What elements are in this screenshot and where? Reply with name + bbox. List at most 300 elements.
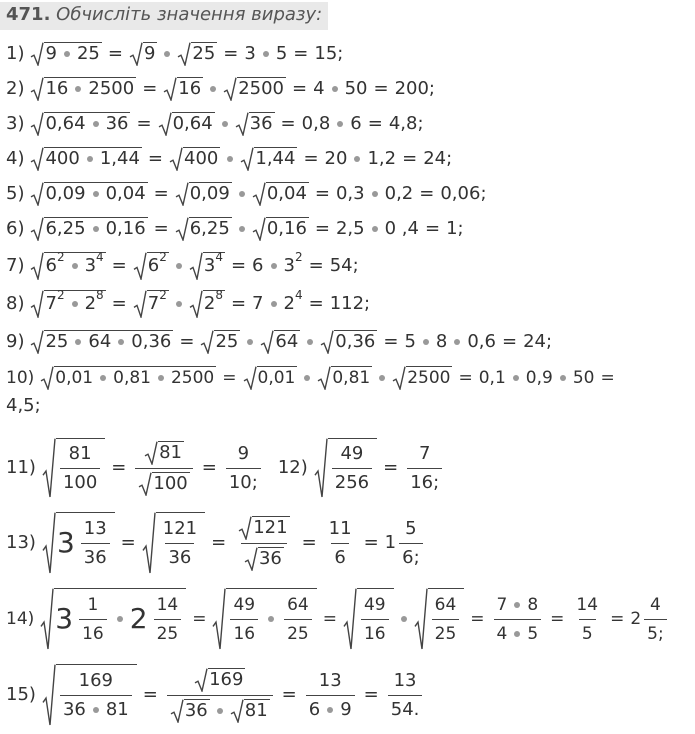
power [148,290,167,318]
multiply-dot [118,339,124,345]
radicand [152,472,189,495]
radicand [184,699,210,722]
number: 7 [418,442,431,464]
number: 3 [203,255,216,276]
numerator [235,516,292,543]
square-root [158,112,215,136]
radical-sign-icon [392,366,406,390]
number: 81 [244,699,268,721]
line-4 [6,145,452,173]
radical-sign-icon [169,147,183,171]
denominator [230,619,258,645]
equals-sign: = [230,255,247,276]
square-root [343,588,394,650]
number: 14 [156,594,179,615]
radicand [328,438,377,497]
radical-sign-icon [144,441,158,465]
equals-sign: = [111,293,127,314]
mixed-number [630,594,669,645]
equals-sign: = [363,532,379,553]
fraction [81,518,110,569]
denominator [284,619,312,645]
denominator [388,695,423,721]
number: 64 [88,331,112,352]
radical-sign-icon [314,438,328,498]
number: 16 [82,623,104,644]
number: 5 [405,517,417,539]
radical-sign-icon [320,330,334,354]
number: 2500 [238,78,285,99]
square-root [235,112,275,136]
equals-sign: = [502,331,518,352]
numerator [76,670,116,695]
radical-sign-icon [317,366,331,390]
number: 6 [308,698,321,720]
numerator [141,441,187,468]
line-9 [6,328,552,356]
square-root [317,366,372,390]
radical-sign-icon [170,699,184,723]
equals-sign: = [458,368,473,388]
radical-sign-icon [200,330,214,354]
line-number: 7) [6,255,25,276]
equals-sign: = [383,331,399,352]
equals-sign: = [120,532,136,553]
number: 0,64 [172,113,213,134]
line-number: 11) [6,457,36,478]
square-root [240,147,297,171]
number: 2,5 [335,218,365,239]
multiply-dot [271,263,277,269]
number: 9 [45,43,57,64]
square-root [189,290,225,318]
multiply-dot [117,616,123,622]
square-root [212,588,316,650]
multiply-dot [247,339,253,345]
numerator [66,443,95,468]
number: 13 [393,669,417,691]
radical-sign-icon [194,668,208,692]
number: 6,25 [45,218,86,239]
square-root [42,664,137,726]
line-2 [6,75,435,103]
radicand [191,42,217,65]
number: 5 [527,623,539,644]
number: 0,36 [131,331,172,352]
number: 9 [143,43,156,64]
exponent: 4 [294,288,303,302]
whole-part: 3 [55,602,74,635]
number: 0,9 [525,368,553,388]
radicand [208,668,245,691]
radical-sign-icon [30,77,44,101]
radical-sign-icon [142,512,156,574]
exercise-number: 471. [6,4,51,25]
equals-sign: = [314,218,330,239]
multiply-dot [217,708,223,714]
fraction [79,594,107,645]
numerator [647,594,664,619]
radical-sign-icon [133,252,147,280]
whole-part: 3 [56,526,75,559]
radicand [147,290,169,317]
exponent: 2 [159,250,167,264]
number: 5 [581,623,593,644]
number: 25 [156,623,179,644]
number: 1,44 [255,148,296,169]
denominator [81,543,110,569]
denominator [579,619,596,645]
numerator [361,594,389,619]
radicand [249,112,275,135]
mixed-number [385,518,426,569]
multiply-dot [327,707,333,713]
line-number: 9) [6,331,25,352]
multiply-dot [379,375,385,381]
multiply-dot [64,51,70,57]
number: 36 [105,113,129,134]
radicand [147,252,169,279]
square-root [133,290,169,318]
denominator [135,468,192,496]
equals-sign: = [281,684,297,705]
radicand [44,112,130,135]
radicand [258,547,284,570]
fraction [60,670,132,721]
fraction [361,594,389,645]
number: 13 [318,669,342,691]
radical-sign-icon [40,366,54,390]
equals-sign: = [136,113,152,134]
number: 6 [334,546,346,568]
number: 2500 [88,78,135,99]
number: 16 [178,78,202,99]
number: 8 [527,594,539,615]
radical-sign-icon [30,42,44,66]
line-14 [6,588,670,650]
number: 100 [153,472,188,494]
denominator [60,468,100,494]
number: 54. [390,698,420,720]
equals-sign: = [111,255,127,276]
multiply-dot [307,339,313,345]
equals-sign: = [107,43,123,64]
multiply-dot [222,121,228,127]
multiply-dot [75,86,81,92]
exercise-title: Обчисліть значення виразу: [56,4,323,25]
radical-sign-icon [30,330,44,354]
denominator [165,543,194,569]
number: 24; [423,148,453,169]
number: 50 [344,78,368,99]
line-number: 1) [6,43,25,64]
multiply-dot [514,631,520,637]
equals-sign: = [363,684,379,705]
radical-sign-icon [235,112,249,136]
radicand [406,366,452,389]
fraction [160,518,200,569]
radicand [428,588,465,649]
fraction [388,670,423,721]
number: 3 [283,255,295,276]
square-root [30,217,147,241]
radical-sign-icon [223,77,237,101]
number: 36 [83,546,107,568]
number: 0,01 [257,368,296,388]
line-8 [6,290,370,318]
number: 7 [252,293,264,314]
radicand [44,290,105,317]
multiply-dot [271,301,277,307]
radicand [331,366,372,389]
number: 25 [192,43,216,64]
number: 1,44 [99,148,140,169]
square-root [392,366,452,390]
number: 0,2 [384,183,414,204]
square-root [414,588,465,650]
equals-sign: = [147,148,164,169]
fraction [135,441,192,496]
square-root [223,77,286,101]
square-root [30,330,173,354]
numerator [85,594,102,619]
radical-sign-icon [260,330,274,354]
equals-sign: = [192,609,207,629]
multiply-dot [263,51,269,57]
exponent: 4 [96,250,104,264]
radical-sign-icon [30,112,44,136]
number: 50 [572,368,595,388]
radicand [252,516,289,539]
radicand [254,147,297,170]
exponent: 2 [56,288,65,302]
number: 2 [84,293,97,314]
denominator [60,695,132,721]
number: 3 [244,43,256,64]
number: 36 [168,546,192,568]
number: 9 [237,442,250,464]
number: 4,8; [388,113,424,134]
numerator [284,594,312,619]
exponent: 8 [96,288,104,302]
radical-sign-icon [40,588,54,650]
power [45,252,64,280]
multiply-dot [304,375,310,381]
radical-sign-icon [240,147,254,171]
multiply-dot [239,226,245,232]
number: 36 [184,699,208,721]
number: 169 [78,669,114,691]
square-root [142,512,205,574]
square-root [30,42,101,66]
equals-sign: = [419,183,435,204]
fraction [399,518,423,569]
number: 64 [287,594,309,615]
number: 54; [329,255,359,276]
number: 6 [45,255,57,276]
radical-sign-icon [189,290,203,318]
square-root [42,512,115,574]
equals-sign: = [292,78,308,99]
number: 81 [68,442,92,464]
radicand [357,588,394,649]
fraction [60,443,100,494]
radical-sign-icon [129,42,143,66]
number: 5 [275,43,288,64]
denominator [154,619,182,645]
number: 2 [203,293,216,314]
multiply-dot [372,191,378,197]
fraction [167,668,273,723]
multiply-dot [176,263,182,269]
radical-sign-icon [163,77,177,101]
radicand [44,182,147,205]
square-root [144,441,184,465]
number: 16 [45,78,69,99]
number: 81 [159,441,183,463]
line-1 [6,40,343,68]
line-number: 15) [6,684,36,705]
number: 25 [76,43,100,64]
exponent: 4 [215,250,223,264]
number: 0,06; [440,183,487,204]
number: 0,09 [189,183,230,204]
line-number: 5) [6,183,25,204]
square-root [238,516,289,540]
radical-sign-icon [189,252,203,280]
multiply-dot [227,156,233,162]
equals-sign: = [230,293,247,314]
fraction [432,594,460,645]
multiply-dot [164,51,170,57]
multiply-dot [423,339,429,345]
numerator [391,670,420,695]
denominator [226,468,261,494]
radical-sign-icon [30,147,44,171]
number: 0,04 [105,183,146,204]
number: 16 [233,623,256,644]
radical-sign-icon [138,472,152,496]
multiply-dot [158,375,164,381]
multiply-dot [401,616,407,622]
fraction [573,594,601,645]
numerator [326,518,355,543]
whole-part: 1 [384,532,397,553]
line-number: 6) [6,218,25,239]
denominator [79,619,107,645]
numerator [316,670,345,695]
equals-sign: = [550,609,565,629]
radicand [214,330,240,353]
number: 0,36 [335,331,376,352]
equals-sign: = [201,457,217,478]
radicand [177,77,203,100]
square-root [169,147,220,171]
number: 112; [329,293,371,314]
equals-sign: = [222,368,237,388]
equals-sign: = [322,609,337,629]
square-root [189,252,225,280]
line-7 [6,252,359,280]
numerator [154,594,182,619]
equals-sign: = [367,113,383,134]
equals-sign: = [153,183,169,204]
mixed-number [55,594,109,645]
number: 1,2 [367,148,397,169]
number: 24; [523,331,553,352]
numerator [235,443,252,468]
square-root [252,217,309,241]
multiply-dot [354,156,360,162]
line-11-12 [6,438,445,498]
square-root [133,252,169,280]
radicand [44,252,105,279]
radicand [274,330,300,353]
power [45,290,64,318]
line-number: 3) [6,113,25,134]
number: 2 [283,293,295,314]
number: 0,16 [105,218,146,239]
square-root [42,438,105,498]
exponent: 8 [215,288,223,302]
line-number: 8) [6,293,25,314]
square-root [243,366,298,390]
whole-part: 2 [630,609,642,629]
exercise-header [0,2,328,30]
square-root [30,112,130,136]
result: 4,5; [6,395,41,416]
radical-sign-icon [343,588,357,650]
radicand [203,252,225,279]
line-number: 4) [6,148,25,169]
power [204,252,223,280]
equals-sign: = [303,148,319,169]
number: 0,81 [332,368,371,388]
radical-sign-icon [42,664,56,726]
numerator [230,594,258,619]
multiply-dot [72,263,78,269]
number: 0,09 [45,183,86,204]
equals-sign: = [308,293,324,314]
number: 0,3 [335,183,365,204]
number: 11 [328,517,352,539]
equals-sign: = [402,148,418,169]
number: 0,04 [266,183,307,204]
number: 20 [324,148,348,169]
power [148,252,167,280]
denominator [432,619,460,645]
number: 16 [363,623,386,644]
fraction [326,518,355,569]
radical-sign-icon [230,699,244,723]
number: 7 [496,594,508,615]
radical-sign-icon [414,588,428,650]
square-root [314,438,377,498]
radical-sign-icon [30,290,44,318]
numerator [416,443,433,468]
number: 36 [258,547,282,569]
mixed-number [130,594,184,645]
multiply-dot [239,191,245,197]
radicand [156,512,205,573]
numerator [160,518,200,543]
power [85,252,104,280]
square-root [244,547,284,571]
radicand [44,77,136,100]
multiply-dot [176,301,182,307]
line-10-cont [6,392,41,420]
number: 6,25 [189,218,230,239]
